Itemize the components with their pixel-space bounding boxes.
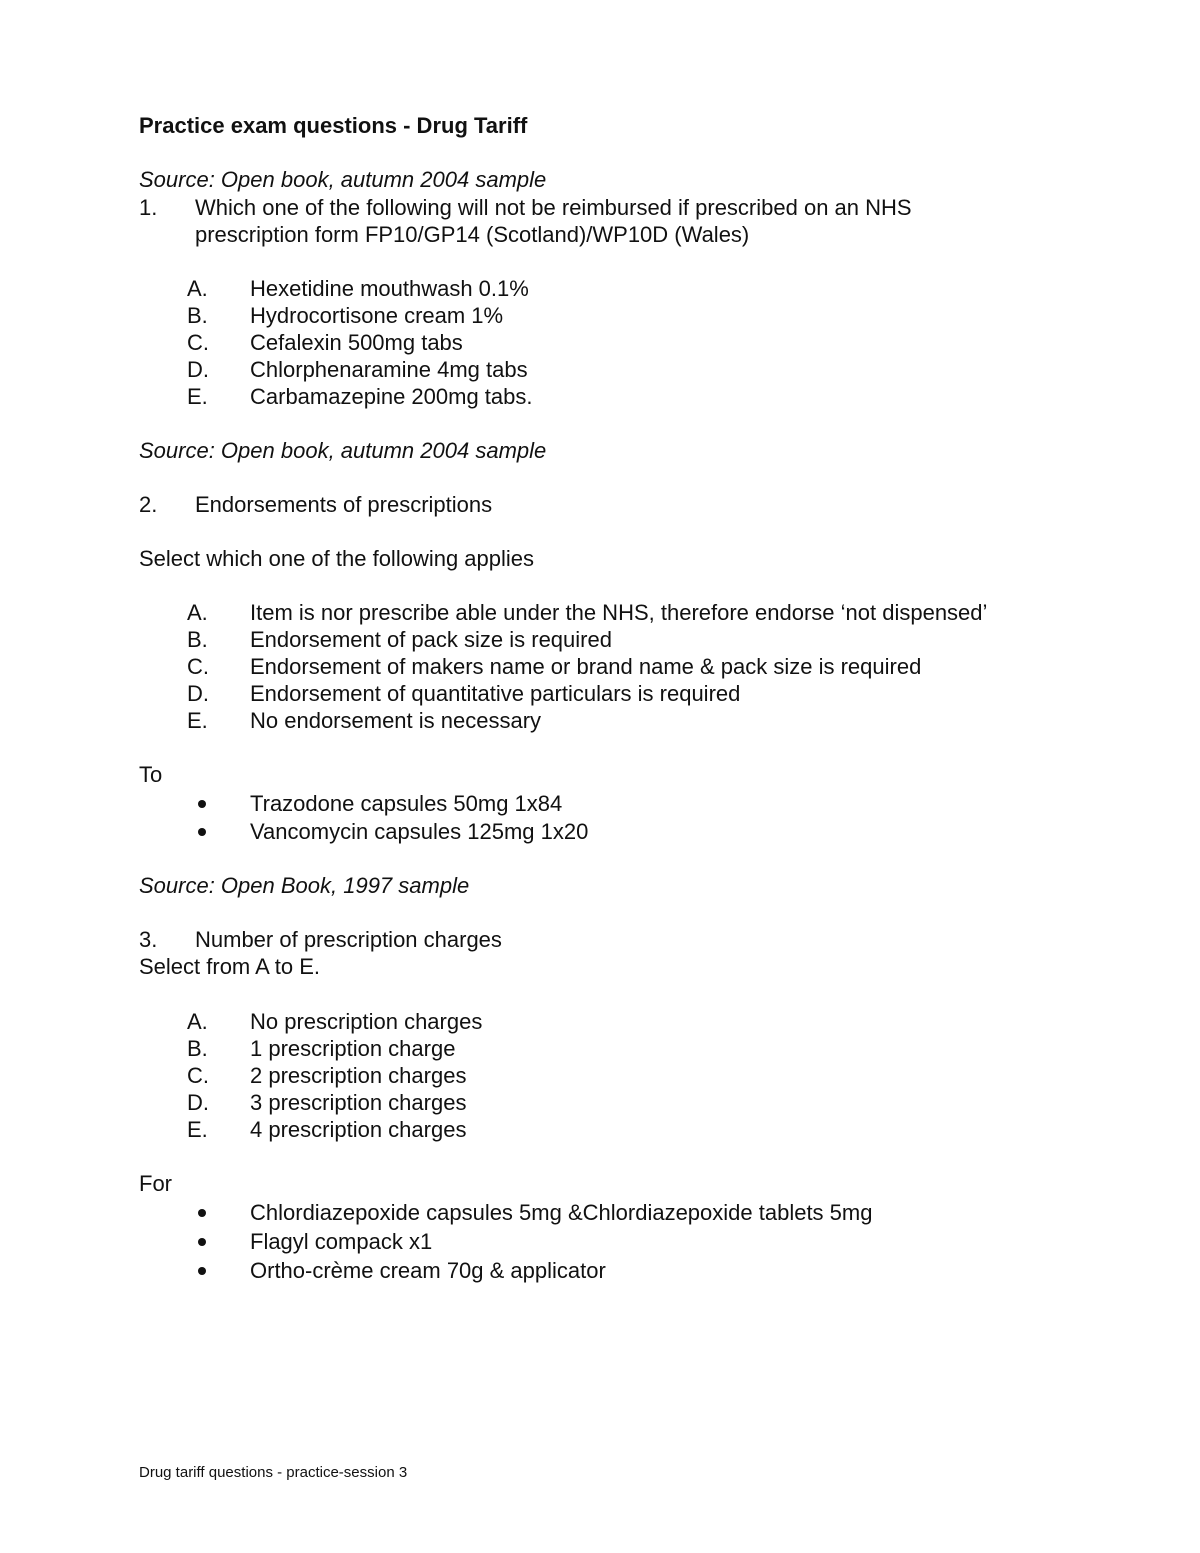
q2-option-b-text: Endorsement of pack size is required [250, 627, 612, 652]
q3-number: 3. [139, 927, 158, 952]
q1-option-a-letter: A. [187, 276, 208, 301]
q2-item-2: Vancomycin capsules 125mg 1x20 [250, 819, 589, 844]
q1-option-c-text: Cefalexin 500mg tabs [250, 330, 463, 355]
q1-option-a-text: Hexetidine mouthwash 0.1% [250, 276, 529, 301]
q3-option-e-text: 4 prescription charges [250, 1117, 467, 1142]
q2-option-d-letter: D. [187, 681, 209, 706]
q3-option-b-text: 1 prescription charge [250, 1036, 456, 1061]
q3-option-d-text: 3 prescription charges [250, 1090, 467, 1115]
q2-item-1: Trazodone capsules 50mg 1x84 [250, 791, 563, 816]
q1-option-e-text: Carbamazepine 200mg tabs. [250, 384, 533, 409]
q1-option-d-letter: D. [187, 357, 209, 382]
q2-source: Source: Open book, autumn 2004 sample [139, 438, 547, 463]
q2-option-b-letter: B. [187, 627, 208, 652]
q3-option-c-text: 2 prescription charges [250, 1063, 467, 1088]
q2-option-a-letter: A. [187, 600, 208, 625]
q3-instruction: Select from A to E. [139, 954, 320, 979]
q3-item-3: Ortho-crème cream 70g & applicator [250, 1258, 606, 1283]
q3-option-b-letter: B. [187, 1036, 208, 1061]
q3-option-a-letter: A. [187, 1009, 208, 1034]
q1-text-line1: Which one of the following will not be reimbursed if prescribed on an NHS [195, 195, 912, 220]
q1-number: 1. [139, 195, 158, 220]
q2-lead: To [139, 762, 163, 787]
q2-option-e-letter: E. [187, 708, 208, 733]
q3-option-a-text: No prescription charges [250, 1009, 483, 1034]
q2-text: Endorsements of prescriptions [195, 492, 493, 517]
q3-item-2: Flagyl compack x1 [250, 1229, 433, 1254]
q2-option-d-text: Endorsement of quantitative particulars is required [250, 681, 741, 706]
page-footer: Drug tariff questions - practice-session 3 [139, 1464, 408, 1481]
q2-option-e-text: No endorsement is necessary [250, 708, 542, 733]
q1-option-d-text: Chlorphenaramine 4mg tabs [250, 357, 528, 382]
q2-number: 2. [139, 492, 158, 517]
q1-option-b-letter: B. [187, 303, 208, 328]
q1-source: Source: Open book, autumn 2004 sample [139, 167, 547, 192]
q3-option-e-letter: E. [187, 1117, 208, 1142]
q3-lead: For [139, 1171, 172, 1196]
q3-item-1: Chlordiazepoxide capsules 5mg &Chlordiazepoxide tablets 5mg [250, 1200, 873, 1225]
q1-option-c-letter: C. [187, 330, 209, 355]
q2-option-c-letter: C. [187, 654, 209, 679]
page-title: Practice exam questions - Drug Tariff [139, 113, 528, 138]
bullet-icon [198, 1209, 206, 1217]
bullet-icon [198, 1238, 206, 1246]
bullet-icon [198, 800, 206, 808]
q2-option-c-text: Endorsement of makers name or brand name & pack size is required [250, 654, 922, 679]
bullet-icon [198, 828, 206, 836]
q2-option-a-text: Item is nor prescribe able under the NHS, therefore endorse ‘not dispensed’ [250, 600, 988, 625]
q3-source: Source: Open Book, 1997 sample [139, 873, 470, 898]
bullet-icon [198, 1267, 206, 1275]
q1-option-e-letter: E. [187, 384, 208, 409]
q2-instruction: Select which one of the following applies [139, 546, 535, 571]
q3-option-c-letter: C. [187, 1063, 209, 1088]
q3-text: Number of prescription charges [195, 927, 502, 952]
q1-text-line2: prescription form FP10/GP14 (Scotland)/WP10D (Wales) [195, 222, 750, 247]
q3-option-d-letter: D. [187, 1090, 209, 1115]
q1-option-b-text: Hydrocortisone cream 1% [250, 303, 504, 328]
